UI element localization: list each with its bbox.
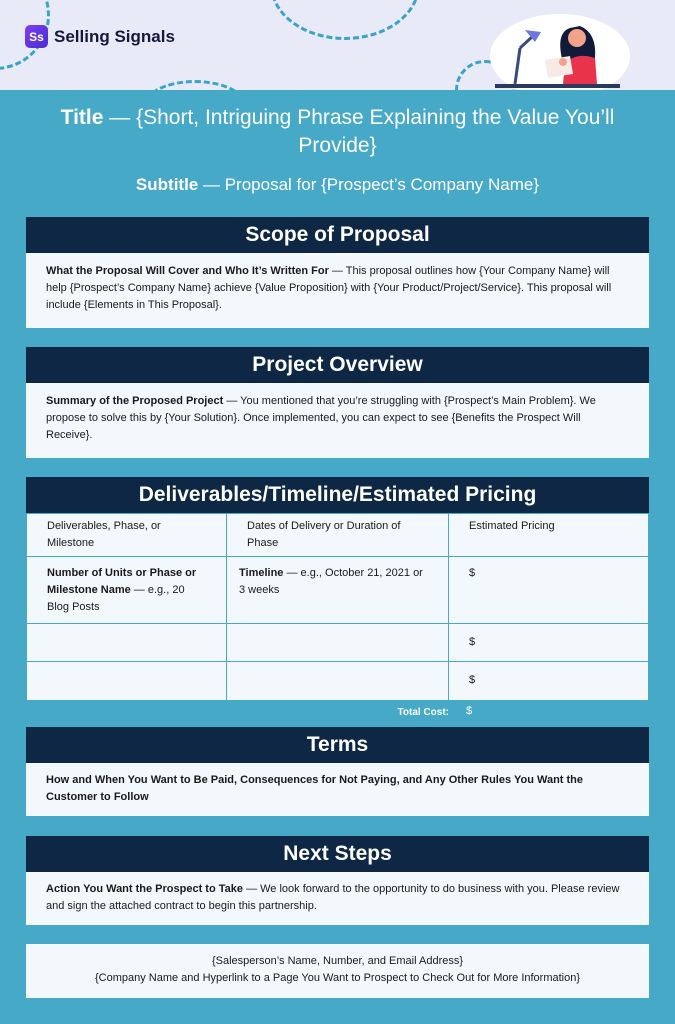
title-text: — {Short, Intriguing Phrase Explaining the Value You’ll Provide} xyxy=(103,106,615,157)
contact-footer xyxy=(26,944,649,998)
subtitle-text: — Proposal for {Prospect’s Company Name} xyxy=(198,175,540,194)
terms-heading: Terms xyxy=(26,727,649,763)
column-header: Dates of Delivery or Duration of Phase xyxy=(227,514,449,557)
overview-body xyxy=(26,383,649,458)
timeline-example: — e.g., October 21, 2021 or 3 weeks xyxy=(239,567,423,596)
table-cell xyxy=(227,557,449,624)
overview-section xyxy=(26,347,649,458)
total-cost-value: $ xyxy=(466,705,473,717)
deliverables-table xyxy=(26,513,649,701)
brand-logo[interactable] xyxy=(25,25,175,48)
scope-body xyxy=(26,253,649,328)
scope-lead: What the Proposal Will Cover and Who It’s Written For xyxy=(46,265,329,277)
brand-name: Selling Signals xyxy=(54,26,175,46)
total-cost-row xyxy=(26,705,649,723)
table-cell xyxy=(227,624,449,662)
deliverable-example: — e.g., 20 Blog Posts xyxy=(47,584,185,613)
decorative-dashed-arc xyxy=(140,80,250,90)
next-steps-section xyxy=(26,836,649,925)
price-cell: $ xyxy=(449,557,649,624)
timeline-label: Timeline xyxy=(239,567,284,579)
total-cost-label: Total Cost: xyxy=(397,707,449,718)
deliverable-name: Number of Units or Phase or Milestone Name xyxy=(47,567,197,596)
page-title xyxy=(40,104,635,160)
overview-heading: Project Overview xyxy=(26,347,649,383)
table-cell xyxy=(27,624,227,662)
deliverables-heading: Deliverables/Timeline/Estimated Pricing xyxy=(26,477,649,513)
table-header-row xyxy=(27,514,649,557)
table-row xyxy=(27,662,649,701)
decorative-dashed-arc xyxy=(270,0,420,40)
next-steps-heading: Next Steps xyxy=(26,836,649,872)
deliverables-section xyxy=(26,477,649,701)
terms-body xyxy=(26,763,649,816)
brand-logo-icon: Ss xyxy=(25,25,48,48)
price-cell: $ xyxy=(449,624,649,662)
next-steps-body xyxy=(26,872,649,925)
page-subtitle xyxy=(40,175,635,195)
column-header: Deliverables, Phase, or Milestone xyxy=(27,514,227,557)
table-cell xyxy=(27,662,227,701)
subtitle-label: Subtitle xyxy=(135,175,199,194)
woman-reading-illustration-icon xyxy=(485,8,635,90)
salesperson-contact: {Salesperson’s Name, Number, and Email Address} xyxy=(211,955,464,967)
header-band xyxy=(0,0,675,90)
scope-heading: Scope of Proposal xyxy=(26,217,649,253)
table-cell xyxy=(27,557,227,624)
table-row xyxy=(27,557,649,624)
terms-section xyxy=(26,727,649,816)
scope-section xyxy=(26,217,649,328)
price-cell: $ xyxy=(449,662,649,701)
company-link-line[interactable]: {Company Name and Hyperlink to a Page You Want to Prospect to Check Out for More Information} xyxy=(94,972,581,984)
column-header: Estimated Pricing xyxy=(449,514,649,557)
overview-lead: Summary of the Proposed Project xyxy=(46,395,224,407)
title-label: Title xyxy=(60,106,104,129)
terms-text: How and When You Want to Be Paid, Consequences for Not Paying, and Any Other Rules You Want the Customer to Follow xyxy=(46,774,584,803)
scope-text: — This proposal outlines how {Your Company Name} will help {Prospect’s Company Name} achieve {Value Proposition} with {Your Product/Project/Service}. This proposal will include {Elements in This Proposal}. xyxy=(46,265,612,311)
table-row xyxy=(27,624,649,662)
next-steps-lead: Action You Want the Prospect to Take xyxy=(46,883,244,895)
table-cell xyxy=(227,662,449,701)
next-steps-text: — We look forward to the opportunity to do business with you. Please review and sign the attached contract to begin this partnership. xyxy=(46,883,620,912)
overview-text: — You mentioned that you’re struggling with {Prospect’s Main Problem}. We propose to solve this by {Your Solution}. Once implemented, you can expect to see {Benefits the Prospect Will Receive}. xyxy=(46,395,596,441)
